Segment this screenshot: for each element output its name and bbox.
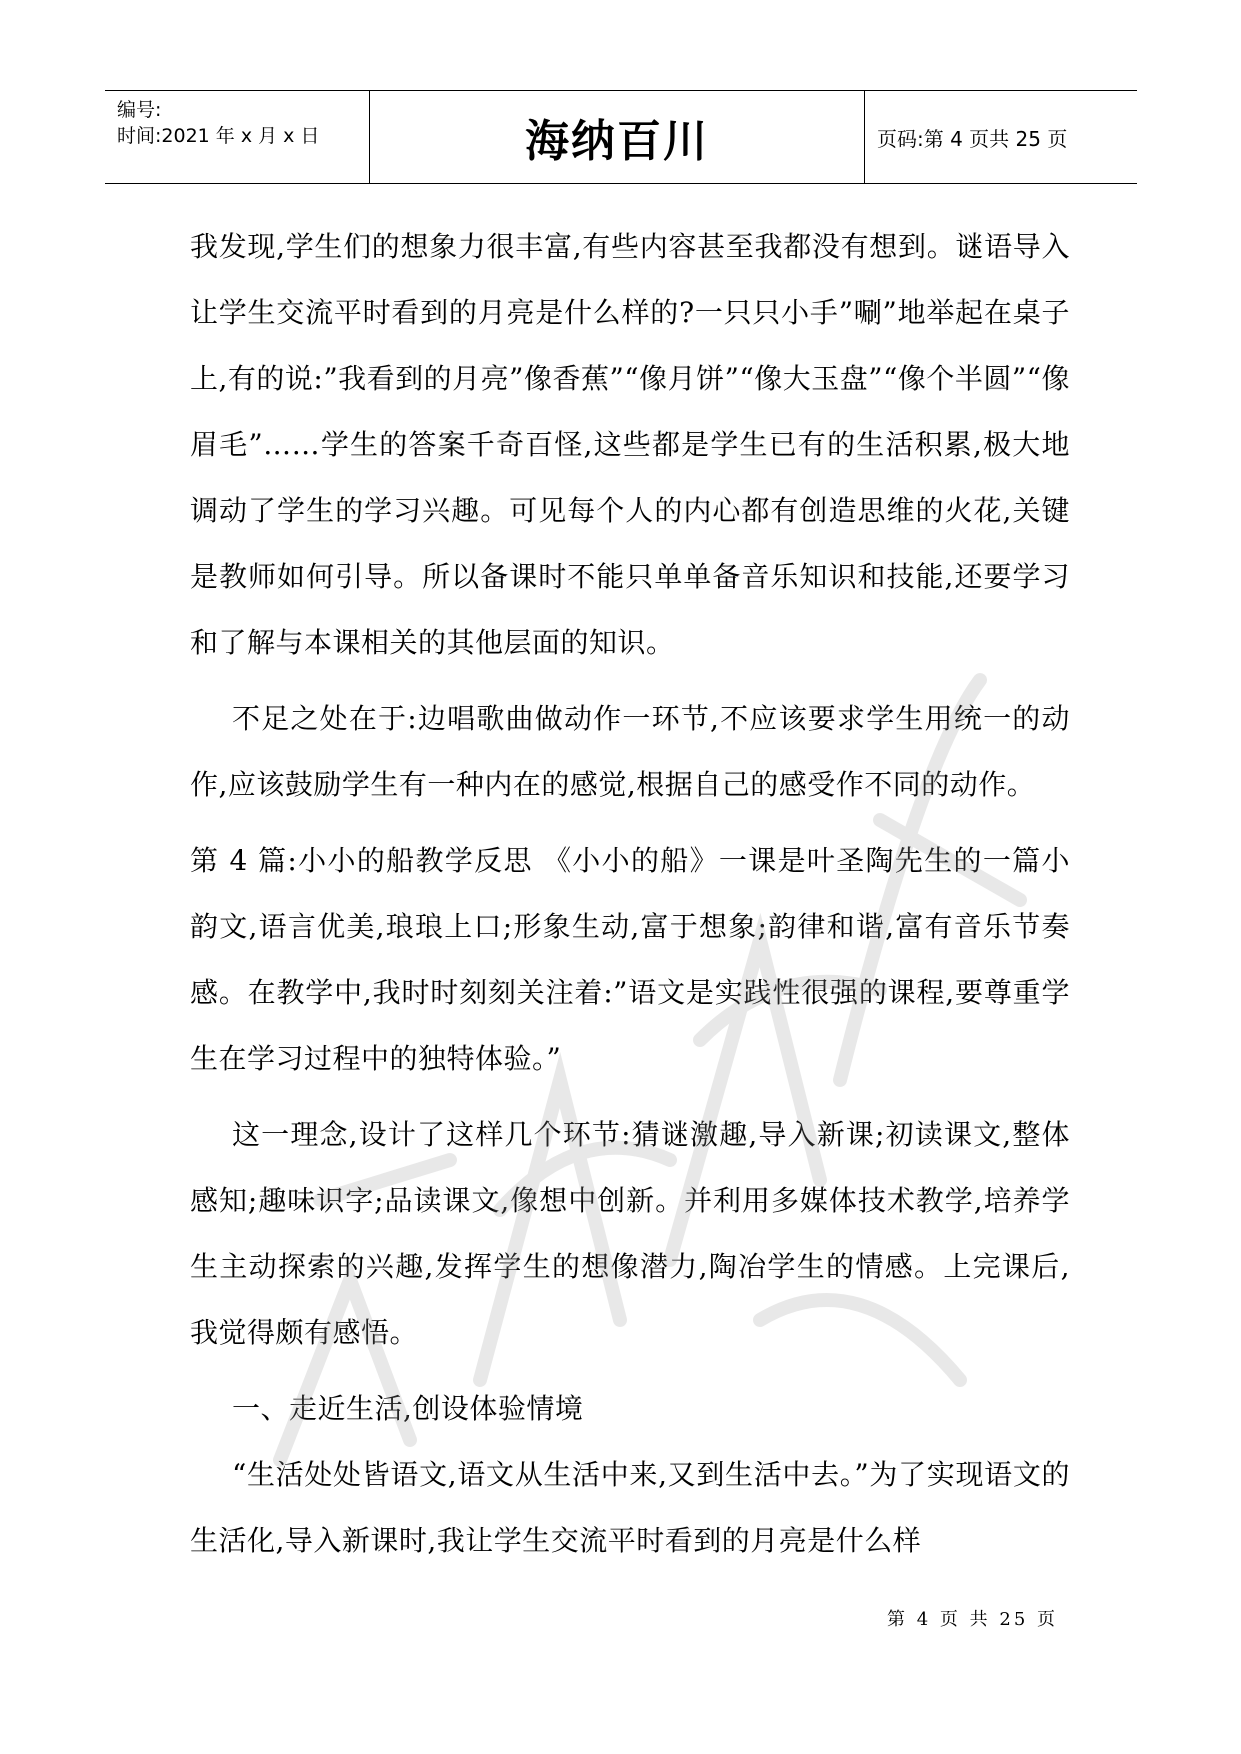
serial-label: 编号: bbox=[117, 99, 162, 121]
document-body bbox=[190, 214, 1070, 1574]
paragraph-2: 不足之处在于:边唱歌曲做动作一环节,不应该要求学生用统一的动作,应该鼓励学生有一种内在的感觉,根据自己的感受作不同的动作。 bbox=[190, 702, 1070, 801]
section-heading: 一、走近生活,创设体验情境 bbox=[232, 1392, 584, 1425]
paragraph-4: 这一理念,设计了这样几个环节:猜谜激趣,导入新课;初读课文,整体感知;趣味识字;品读课文,像想中创新。并利用多媒体技术教学,培养学生主动探索的兴趣,发挥学生的想像潜力,陶冶学生的情感。上完课后,我觉得颇有感悟。 bbox=[190, 1118, 1070, 1349]
header-title: 海纳百川 bbox=[370, 91, 865, 183]
header-table bbox=[105, 90, 1137, 184]
page-footer: 第 4 页 共 25 页 bbox=[887, 1609, 1058, 1630]
header-page-info: 页码:第 4 页共 25 页 bbox=[877, 126, 1068, 151]
paragraph-3: 第 4 篇:小小的船教学反思 《小小的船》一课是叶圣陶先生的一篇小韵文,语言优美,琅琅上口;形象生动,富于想象;韵律和谐,富有音乐节奏感。在教学中,我时时刻刻关注着:”语文是实践性很强的课程,要尊重学生在学习过程中的独特体验。” bbox=[190, 844, 1070, 1075]
header-meta-cell bbox=[105, 91, 370, 183]
paragraph-1: 我发现,学生们的想象力很丰富,有些内容甚至我都没有想到。谜语导入让学生交流平时看到的月亮是什么样的?一只只小手”唰”地举起在桌子上,有的说:”我看到的月亮”像香蕉”“像月饼”“像大玉盘”“像个半圆”“像眉毛”……学生的答案千奇百怪,这些都是学生已有的生活积累,极大地调动了学生的学习兴趣。可见每个人的内心都有创造思维的火花,关键是教师如何引导。所以备课时不能只单单备音乐知识和技能,还要学习和了解与本课相关的其他层面的知识。 bbox=[190, 230, 1070, 659]
paragraph-5: “生活处处皆语文,语文从生活中来,又到生活中去。”为了实现语文的生活化,导入新课时,我让学生交流平时看到的月亮是什么样 bbox=[190, 1458, 1070, 1557]
time-label: 时间:2021 年 x 月 x 日 bbox=[117, 125, 320, 147]
